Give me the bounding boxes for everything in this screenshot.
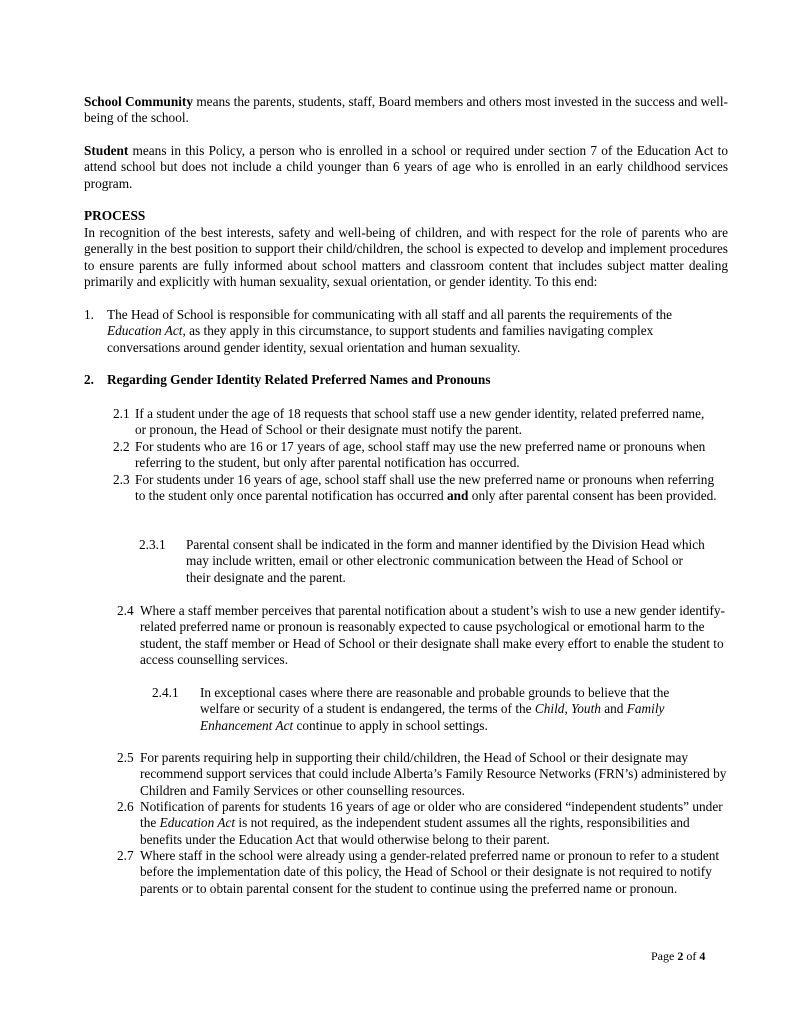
item-number: 2. — [84, 372, 94, 387]
item-text: For students who are 16 or 17 years of age, school staff may use the new preferred name or pronouns when referring to the student, but only after parental notification has occurred. — [135, 439, 706, 471]
definition-school-community — [84, 94, 728, 127]
item-text: For parents requiring help in supporting their child/children, the Head of School or their designate may recommend support services that could include Alberta’s Family Resource Networks (FRN’s) administered by Children and Family Services or other counselling resources. — [140, 750, 727, 798]
item-number: 2.3 — [113, 472, 130, 487]
item-text: Notification of parents for students 16 years of age or older who are considered “independent students” under the Education Act is not required, as the independent student assumes all the rights, responsibilities and benefits under the Education Act that would otherwise belong to their parent. — [140, 799, 723, 847]
item-text: For students under 16 years of age, school staff shall use the new preferred name or pronouns when referring to the student only once parental notification has occurred and only after parental consent has been provided. — [135, 472, 717, 504]
item-number: 2.4.1 — [152, 685, 179, 700]
item-number: 2.4 — [117, 603, 134, 618]
page-number: Page 2 of 4 — [651, 949, 706, 963]
item-number: 2.6 — [117, 799, 134, 814]
definition-student — [84, 143, 728, 192]
item-text: The Head of School is responsible for communicating with all staff and all parents the requirements of the Education Act, as they apply in this circumstance, to support students and families navigating complex conversations around gender identity, sexual orientation and human sexuality. — [107, 307, 673, 355]
item-number: 2.2 — [113, 439, 130, 454]
term-student: Student — [84, 143, 129, 158]
item-text: Where staff in the school were already using a gender-related preferred name or pronoun to refer to a student before the implementation date of this policy, the Head of School or their designate is not required to notify parents or to obtain parental consent for the student to continue using the preferred name or pronoun. — [140, 848, 720, 896]
item-number: 2.3.1 — [139, 537, 166, 552]
definition-text: means the parents, students, staff, Board members and others most invested in the success and well-being of the school. — [84, 94, 728, 126]
item-number: 2.5 — [117, 750, 134, 765]
item-text: Parental consent shall be indicated in the form and manner identified by the Division Head which may include written, email or other electronic communication between the Head of School or their designate and the parent. — [186, 537, 705, 585]
item-text: Where a staff member perceives that parental notification about a student’s wish to use a new gender identify-related preferred name or pronoun is reasonably expected to cause psychological or emotional harm to the student, the staff member or Head of School or their designate shall make every effort to enable the student to access counselling services. — [140, 603, 725, 668]
term-school-community: School Community — [84, 94, 193, 109]
definition-text: means in this Policy, a person who is enrolled in a school or required under section 7 of the Education Act to attend school but does not include a child younger than 6 years of age who is enrolled in an early childhood services program. — [84, 143, 728, 191]
item-text: If a student under the age of 18 requests that school staff use a new gender identity, related preferred name, or pronoun, the Head of School or their designate must notify the parent. — [135, 406, 705, 438]
item-text: In exceptional cases where there are reasonable and probable grounds to believe that the welfare or security of a student is endangered, the terms of the Child, Youth and Family Enhancement Act continue to apply in school settings. — [200, 685, 670, 733]
process-heading: PROCESS — [84, 208, 146, 223]
process-intro: In recognition of the best interests, safety and well-being of children, and with respect for the role of parents who are generally in the best position to support their child/children, the school is expected to develop and implement procedures to ensure parents are fully informed about school matters and classroom content that includes subject matter dealing primarily and explicitly with human sexuality, sexual orientation, or gender identity. To this end: — [84, 225, 728, 290]
item-number: 2.7 — [117, 848, 134, 863]
item-number: 1. — [84, 307, 94, 322]
section-heading: Regarding Gender Identity Related Preferred Names and Pronouns — [107, 372, 491, 387]
item-number: 2.1 — [113, 406, 130, 421]
